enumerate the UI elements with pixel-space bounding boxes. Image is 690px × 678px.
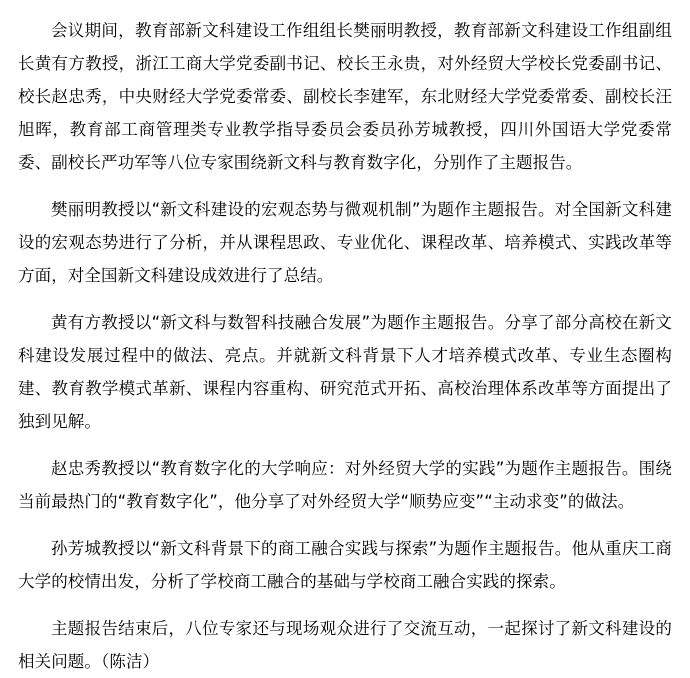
paragraph: 会议期间，教育部新文科建设工作组组长樊丽明教授，教育部新文科建设工作组副组长黄有方教授，浙江工商大学党委副书记、校长王永贵，对外经贸大学校长党委副书记、校长赵忠秀，中央财经大学党委常委、副校长李建军，东北财经大学党委常委、副校长汪旭晖，教育部工商管理类专业教学指导委员会委员孙芳城教授，四川外国语大学党委常委、副校长严功军等八位专家围绕新文科与教育数字化，分别作了主题报告。 <box>18 21 672 172</box>
paragraph: 樊丽明教授以“新文科建设的宏观态势与微观机制”为题作主题报告。对全国新文科建设的宏观态势进行了分析，并从课程思政、专业优化、课程改革、培养模式、实践改革等方面，对全国新文科建设成效进行了总结。 <box>18 200 672 285</box>
paragraph: 孙芳城教授以“新文科背景下的商工融合实践与探索”为题作主题报告。他从重庆工商大学的校情出发，分析了学校商工融合的基础与学校商工融合实践的探索。 <box>18 539 672 591</box>
document-body <box>18 14 672 678</box>
paragraph: 黄有方教授以“新文科与数智科技融合发展”为题作主题报告。分享了部分高校在新文科建设发展过程中的做法、亮点。并就新文科背景下人才培养模式改革、专业生态圈构建、教育教学模式革新、课程内容重构、研究范式开拓、高校治理体系改革等方面提出了独到见解。 <box>18 313 672 431</box>
paragraph: 赵忠秀教授以“教育数字化的大学响应：对外经贸大学的实践”为题作主题报告。围绕当前最热门的“教育数字化”，他分享了对外经贸大学“顺势应变”“主动求变”的做法。 <box>18 459 672 511</box>
paragraph: 主题报告结束后，八位专家还与现场观众进行了交流互动，一起探讨了新文科建设的相关问题。（陈洁） <box>18 619 672 671</box>
